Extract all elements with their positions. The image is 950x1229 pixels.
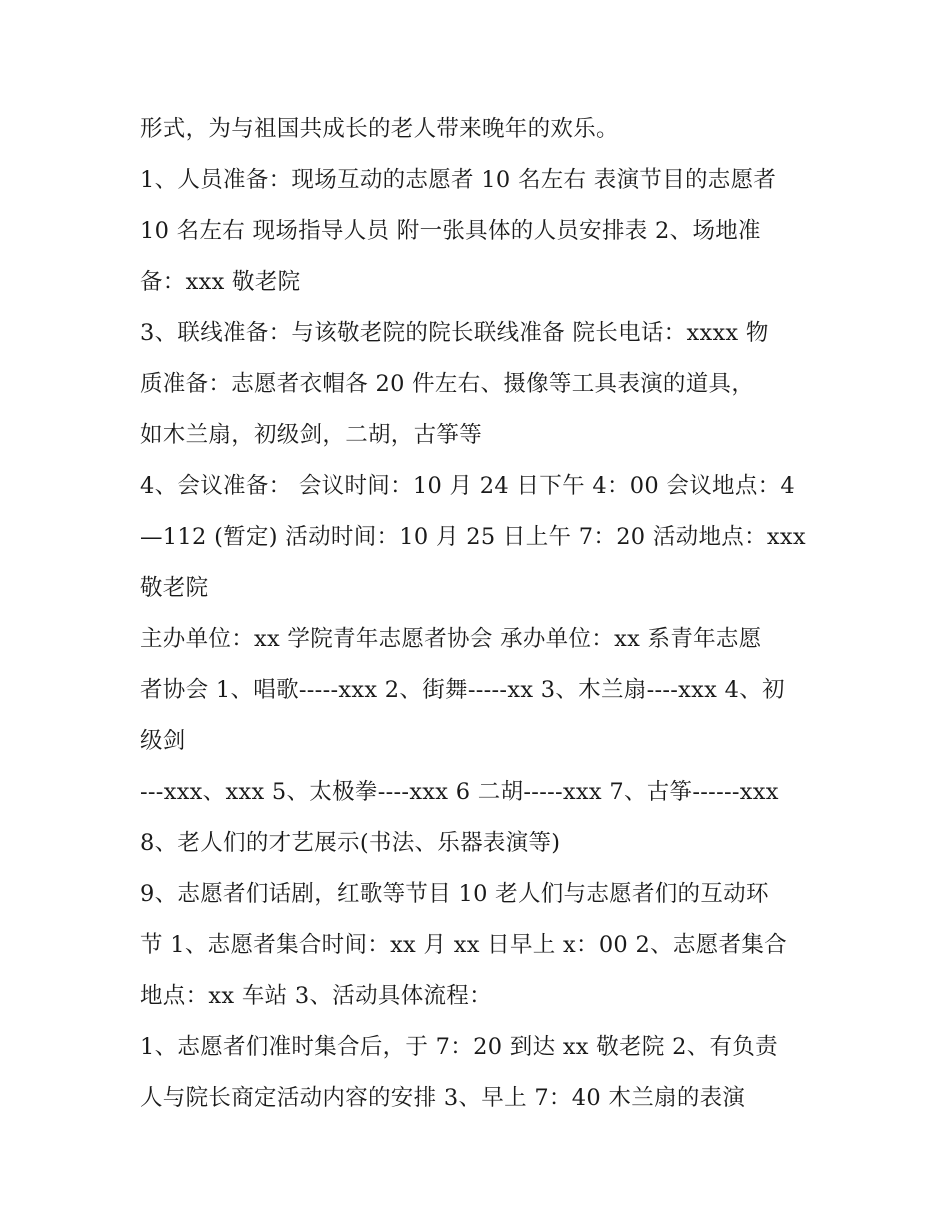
text-line-10: 敬老院 (140, 575, 209, 601)
text-line-7: 如木兰扇，初级剑，二胡，古筝等 (140, 422, 483, 448)
text-line-16: 9、志愿者们话剧，红歌等节目 10 老人们与志愿者们的互动环 (140, 881, 769, 907)
text-line-11: 主办单位：xx 学院青年志愿者协会 承办单位：xx 系青年志愿 (140, 626, 762, 652)
text-line-2: 1、人员准备：现场互动的志愿者 10 名左右 表演节目的志愿者 (140, 167, 777, 193)
text-line-1: 形式，为与祖国共成长的老人带来晚年的欢乐。 (140, 116, 619, 142)
text-line-19: 1、志愿者们准时集合后，于 7：20 到达 xx 敬老院 2、有负责 (140, 1034, 778, 1060)
text-line-6: 质准备：志愿者衣帽各 20 件左右、摄像等工具表演的道具， (140, 371, 755, 397)
text-line-13: 级剑 (140, 728, 186, 754)
text-line-4: 备：xxx 敬老院 (140, 269, 301, 295)
body-text (140, 104, 830, 1124)
text-line-15: 8、老人们的才艺展示(书法、乐器表演等) (140, 830, 561, 856)
text-line-5: 3、联线准备：与该敬老院的院长联线准备 院长电话：xxxx 物 (140, 320, 769, 346)
text-line-3: 10 名左右 现场指导人员 附一张具体的人员安排表 2、场地准 (140, 218, 761, 244)
text-line-20: 人与院长商定活动内容的安排 3、早上 7：40 木兰扇的表演 (140, 1085, 746, 1111)
text-line-8: 4、会议准备： 会议时间：10 月 24 日下午 4：00 会议地点：4 (140, 473, 796, 499)
text-line-9: —112 (暂定) 活动时间：10 月 25 日上午 7：20 活动地点：xxx (140, 524, 806, 550)
text-line-14: ---xxx、xxx 5、太极拳----xxx 6 二胡-----xxx 7、古筝------xxx (140, 779, 779, 805)
text-line-12: 者协会 1、唱歌-----xxx 2、街舞-----xx 3、木兰扇----xxx 4、初 (140, 677, 785, 703)
text-line-18: 地点：xx 车站 3、活动具体流程： (140, 983, 492, 1009)
text-line-17: 节 1、志愿者集合时间：xx 月 xx 日早上 x：00 2、志愿者集合 (140, 932, 787, 958)
